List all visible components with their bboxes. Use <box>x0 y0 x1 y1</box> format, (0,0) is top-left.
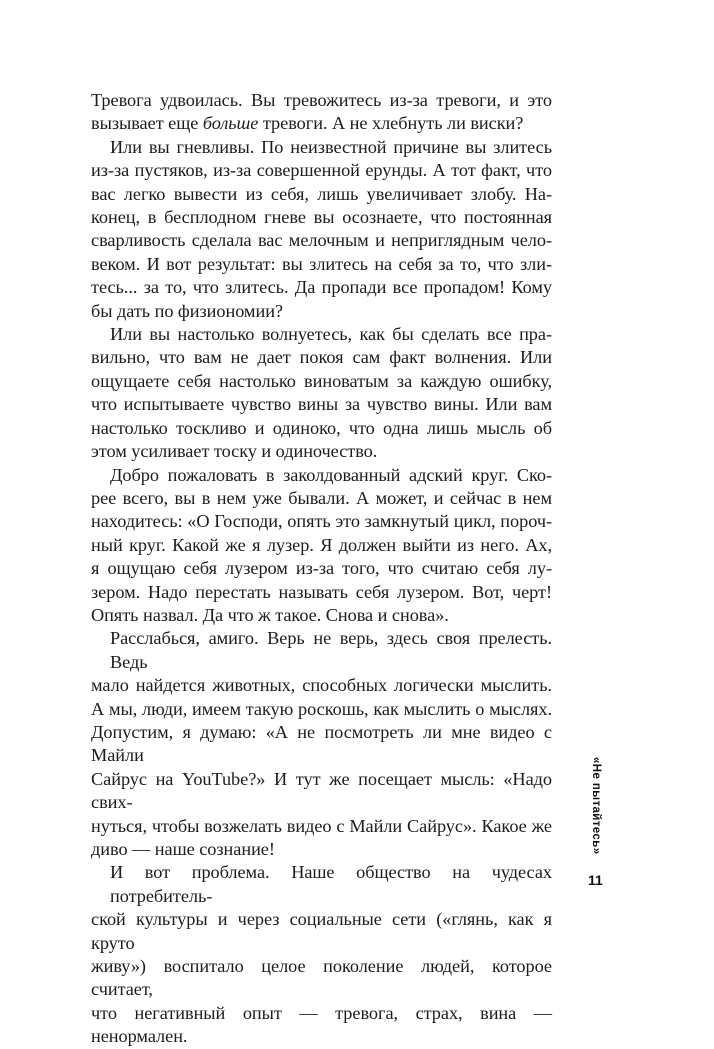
text-segment: рее всего, вы в нем уже бывали. А может, и сейчас в нем <box>91 487 552 508</box>
text-segment: вас легко вывести из себя, лишь увеличивает злобу. На- <box>91 183 552 204</box>
text-segment: настолько тоскливо и одиноко, что одна лишь мысль об <box>91 417 552 438</box>
text-segment: Опять назвал. Да что ж такое. Снова и снова». <box>91 604 449 625</box>
text-segment: что испытываете чувство вины за чувство вины. Или вам <box>91 394 552 415</box>
text-line <box>91 393 552 416</box>
text-segment: нуться, чтобы возжелать видео с Майли Сайрус». Какое же <box>91 815 552 836</box>
text-line <box>91 253 552 276</box>
text-line <box>91 768 552 815</box>
paragraph <box>91 89 552 136</box>
text-line <box>91 183 552 206</box>
text-line <box>91 323 552 346</box>
page-number: 11 <box>588 872 603 888</box>
text-segment: тесь... за то, что злитесь. Да пропади все пропадом! Кому <box>91 277 552 298</box>
text-segment: Расслабься, амиго. Верь не верь, здесь своя прелесть. Ведь <box>110 628 552 672</box>
text-segment: вильно, что вам не дает покоя сам факт волнения. Или <box>91 347 552 368</box>
text-line <box>91 229 552 252</box>
text-line <box>91 206 552 229</box>
text-segment: сварливость сделала вас мелочным и неприглядным чело- <box>91 230 552 251</box>
text-line <box>91 510 552 533</box>
text-line <box>91 487 552 510</box>
text-line <box>91 159 552 182</box>
text-line <box>91 674 552 697</box>
text-line <box>91 604 552 627</box>
text-segment: ощущаете себя настолько виноватым за каждую ошибку, <box>91 370 552 391</box>
text-segment: находитесь: «О Господи, опять это замкнутый цикл, пороч- <box>91 511 552 532</box>
paragraph <box>91 323 552 463</box>
text-segment: Сайрус на YouTube?» И тут же посещает мысль: «Надо свих- <box>91 768 552 813</box>
text-segment: вызывает еще <box>91 113 203 134</box>
text-segment: диво — наше сознание! <box>91 839 275 859</box>
paragraph <box>91 627 552 861</box>
text-line <box>91 908 552 955</box>
text-segment: Добро пожаловать в заколдованный адский круг. Ско- <box>110 464 552 485</box>
page-text <box>91 89 552 1049</box>
text-segment-italic: больше <box>202 113 259 134</box>
text-line <box>91 581 552 604</box>
text-segment: Или вы гневливы. По неизвестной причине вы злитесь <box>110 136 552 157</box>
text-line <box>91 698 552 721</box>
text-line <box>91 627 552 674</box>
text-line <box>91 370 552 393</box>
text-line <box>91 346 552 369</box>
paragraph <box>91 136 552 323</box>
text-segment: Или вы настолько волнуетесь, как бы сделать все пра- <box>110 324 552 345</box>
text-segment: живу») воспитало целое поколение людей, которое считает, <box>91 956 552 1000</box>
text-line <box>91 89 552 112</box>
text-segment: бы дать по физиономии? <box>91 300 283 321</box>
text-line <box>91 721 552 768</box>
text-segment: этом усиливает тоску и одиночество. <box>91 441 378 462</box>
text-line <box>91 276 552 299</box>
text-line <box>91 534 552 557</box>
text-line <box>91 557 552 580</box>
text-line <box>91 464 552 487</box>
text-segment: А мы, люди, имеем такую роскошь, как мыслить о мыслях. <box>91 698 552 719</box>
text-segment: я ощущаю себя лузером из-за того, что считаю себя лу- <box>91 558 552 579</box>
text-segment: конец, в бесплодном гневе вы осознаете, что постоянная <box>91 207 552 228</box>
paragraph <box>91 861 552 1048</box>
paragraph <box>91 464 552 628</box>
text-line <box>91 838 552 861</box>
text-segment: веком. И вот результат: вы злитесь на себя за то, что зли- <box>91 253 552 274</box>
text-line <box>91 955 552 1002</box>
text-segment: зером. Надо перестать называть себя лузером. Вот, черт! <box>91 581 552 602</box>
margin-chapter-caption: «Не пытайтесь» <box>590 757 602 855</box>
text-segment: И вот проблема. Наше общество на чудесах потребитель- <box>110 862 552 906</box>
text-line <box>91 1002 552 1049</box>
text-line <box>91 861 552 908</box>
text-segment: мало найдется животных, способных логически мыслить. <box>91 675 552 696</box>
text-segment: ской культуры и через социальные сети («глянь, как я круто <box>91 909 552 953</box>
text-segment: ный круг. Какой же я лузер. Я должен выйти из него. Ах, <box>91 534 552 555</box>
text-segment: из-за пустяков, из-за совершенной ерунды. А тот факт, что <box>91 160 552 181</box>
text-segment: Допустим, я думаю: «А не посмотреть ли мне видео с Майли <box>91 721 552 766</box>
text-segment: что негативный опыт — тревога, страх, вина — ненормален. <box>91 1002 552 1047</box>
text-line <box>91 815 552 838</box>
text-line <box>91 300 552 323</box>
text-line <box>91 112 552 135</box>
text-line <box>91 136 552 159</box>
text-segment: тревоги. А не хлебнуть ли виски? <box>258 113 524 134</box>
text-line <box>91 417 552 440</box>
text-line <box>91 440 552 463</box>
text-segment: Тревога удвоилась. Вы тревожитесь из-за тревоги, и это <box>91 90 552 110</box>
